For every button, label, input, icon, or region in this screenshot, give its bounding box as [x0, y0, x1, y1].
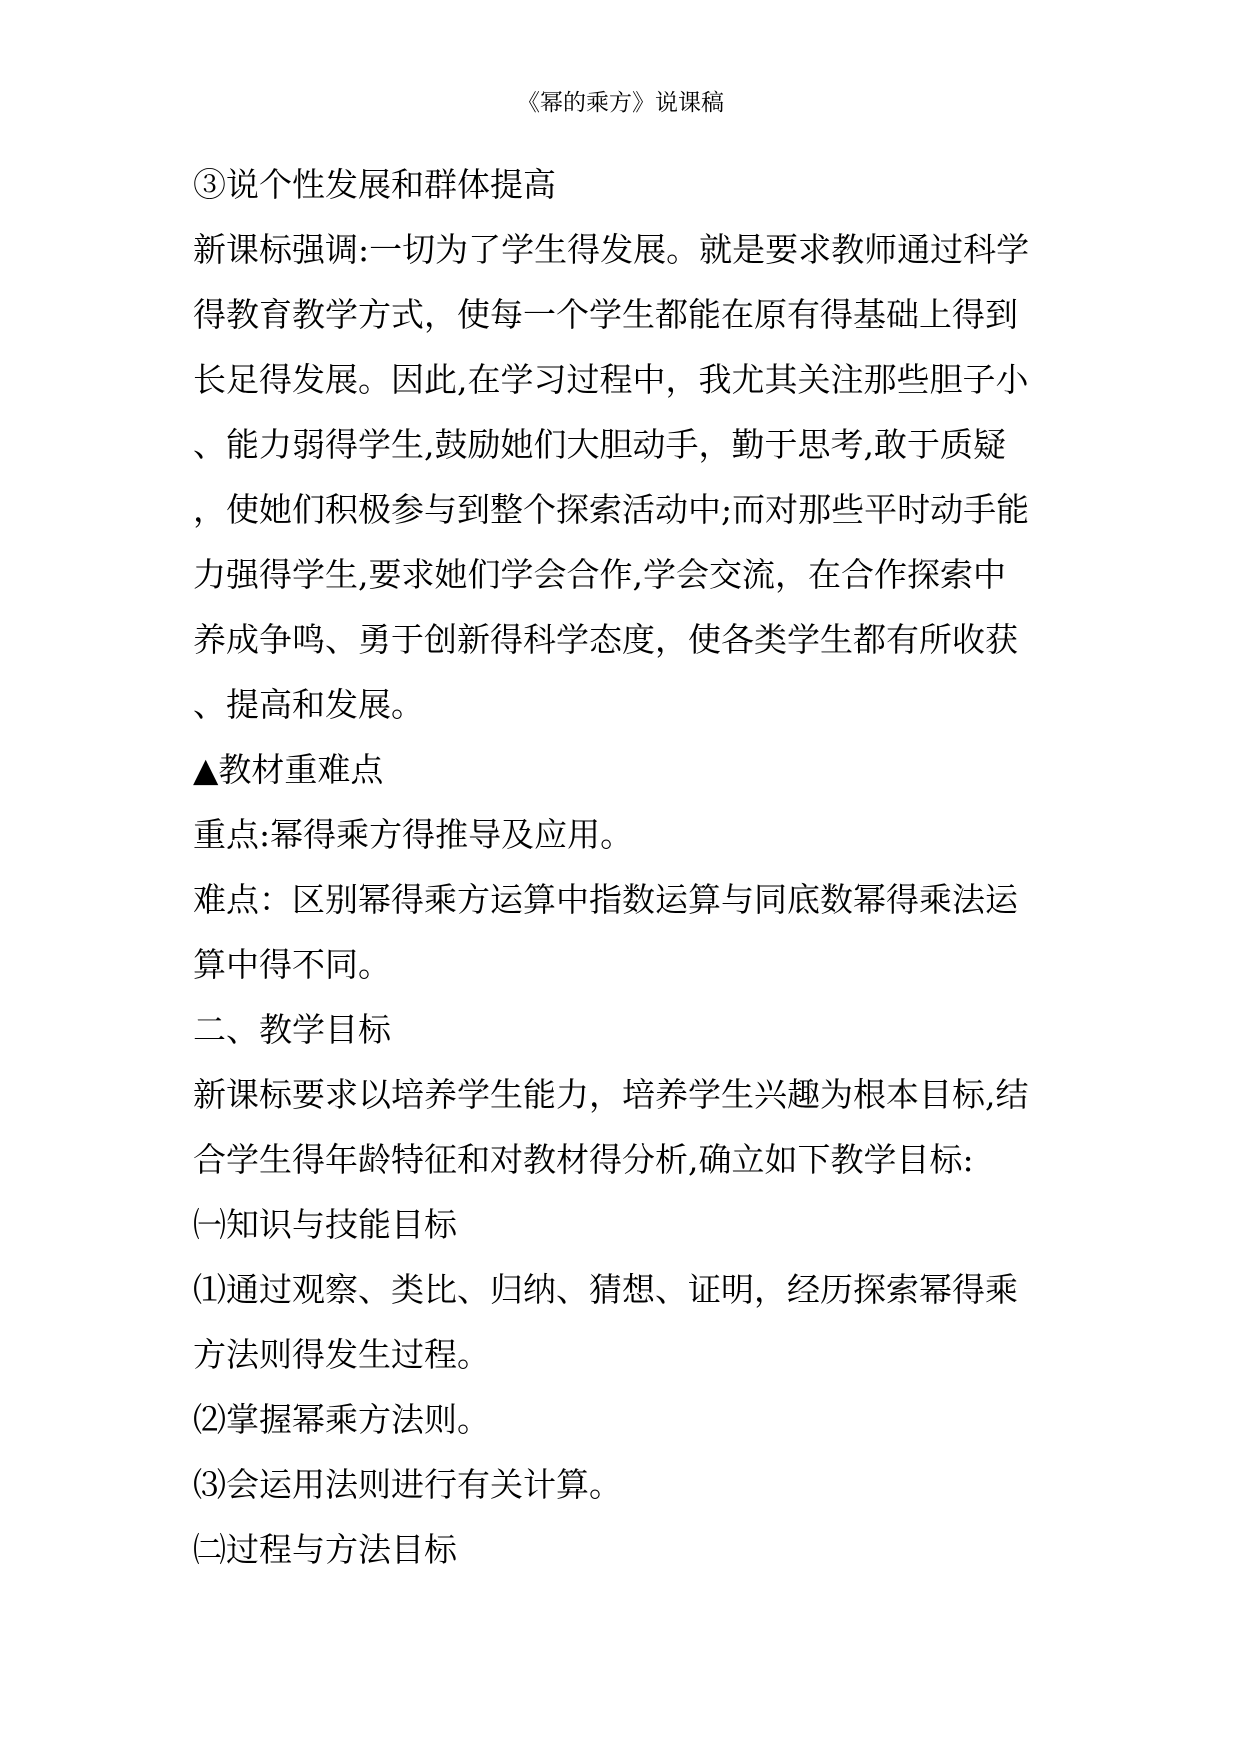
body-line: 难点：区别幂得乘方运算中指数运算与同底数幂得乘法运 [193, 880, 1018, 919]
subsection-heading: ㈡过程与方法目标 [193, 1530, 457, 1569]
page-header-title: 《幂的乘方》说课稿 [517, 90, 724, 116]
body-line: 、提高和发展。 [193, 685, 424, 724]
section-heading: 二、教学目标 [193, 1010, 391, 1049]
body-line: ③说个性发展和群体提高 [193, 165, 556, 204]
subsection-heading: ㈠知识与技能目标 [193, 1205, 457, 1244]
list-item: ⑶会运用法则进行有关计算。 [193, 1465, 622, 1504]
body-line: 方法则得发生过程。 [193, 1335, 490, 1374]
body-line: 重点:幂得乘方得推导及应用。 [193, 815, 634, 854]
body-line: 长足得发展。因此,在学习过程中，我尤其关注那些胆子小 [193, 360, 1029, 399]
body-line: 力强得学生,要求她们学会合作,学会交流，在合作探索中 [193, 555, 1006, 594]
body-line: 养成争鸣、勇于创新得科学态度，使各类学生都有所收获 [193, 620, 1018, 659]
body-line: 新课标要求以培养学生能力，培养学生兴趣为根本目标,结 [193, 1075, 1029, 1114]
document-body [193, 152, 1053, 1582]
body-line: 合学生得年龄特征和对教材得分析,确立如下教学目标: [193, 1140, 974, 1179]
section-heading: ▲教材重难点 [193, 750, 384, 789]
list-item: ⑴通过观察、类比、归纳、猜想、证明，经历探索幂得乘 [193, 1270, 1018, 1309]
body-line: 得教育教学方式，使每一个学生都能在原有得基础上得到 [193, 295, 1018, 334]
body-line: 算中得不同。 [193, 945, 391, 984]
body-line: ，使她们积极参与到整个探索活动中;而对那些平时动手能 [193, 490, 1030, 529]
list-item: ⑵掌握幂乘方法则。 [193, 1400, 490, 1439]
body-line: 、能力弱得学生,鼓励她们大胆动手，勤于思考,敢于质疑 [193, 425, 1006, 464]
body-line: 新课标强调:一切为了学生得发展。就是要求教师通过科学 [193, 230, 1030, 269]
